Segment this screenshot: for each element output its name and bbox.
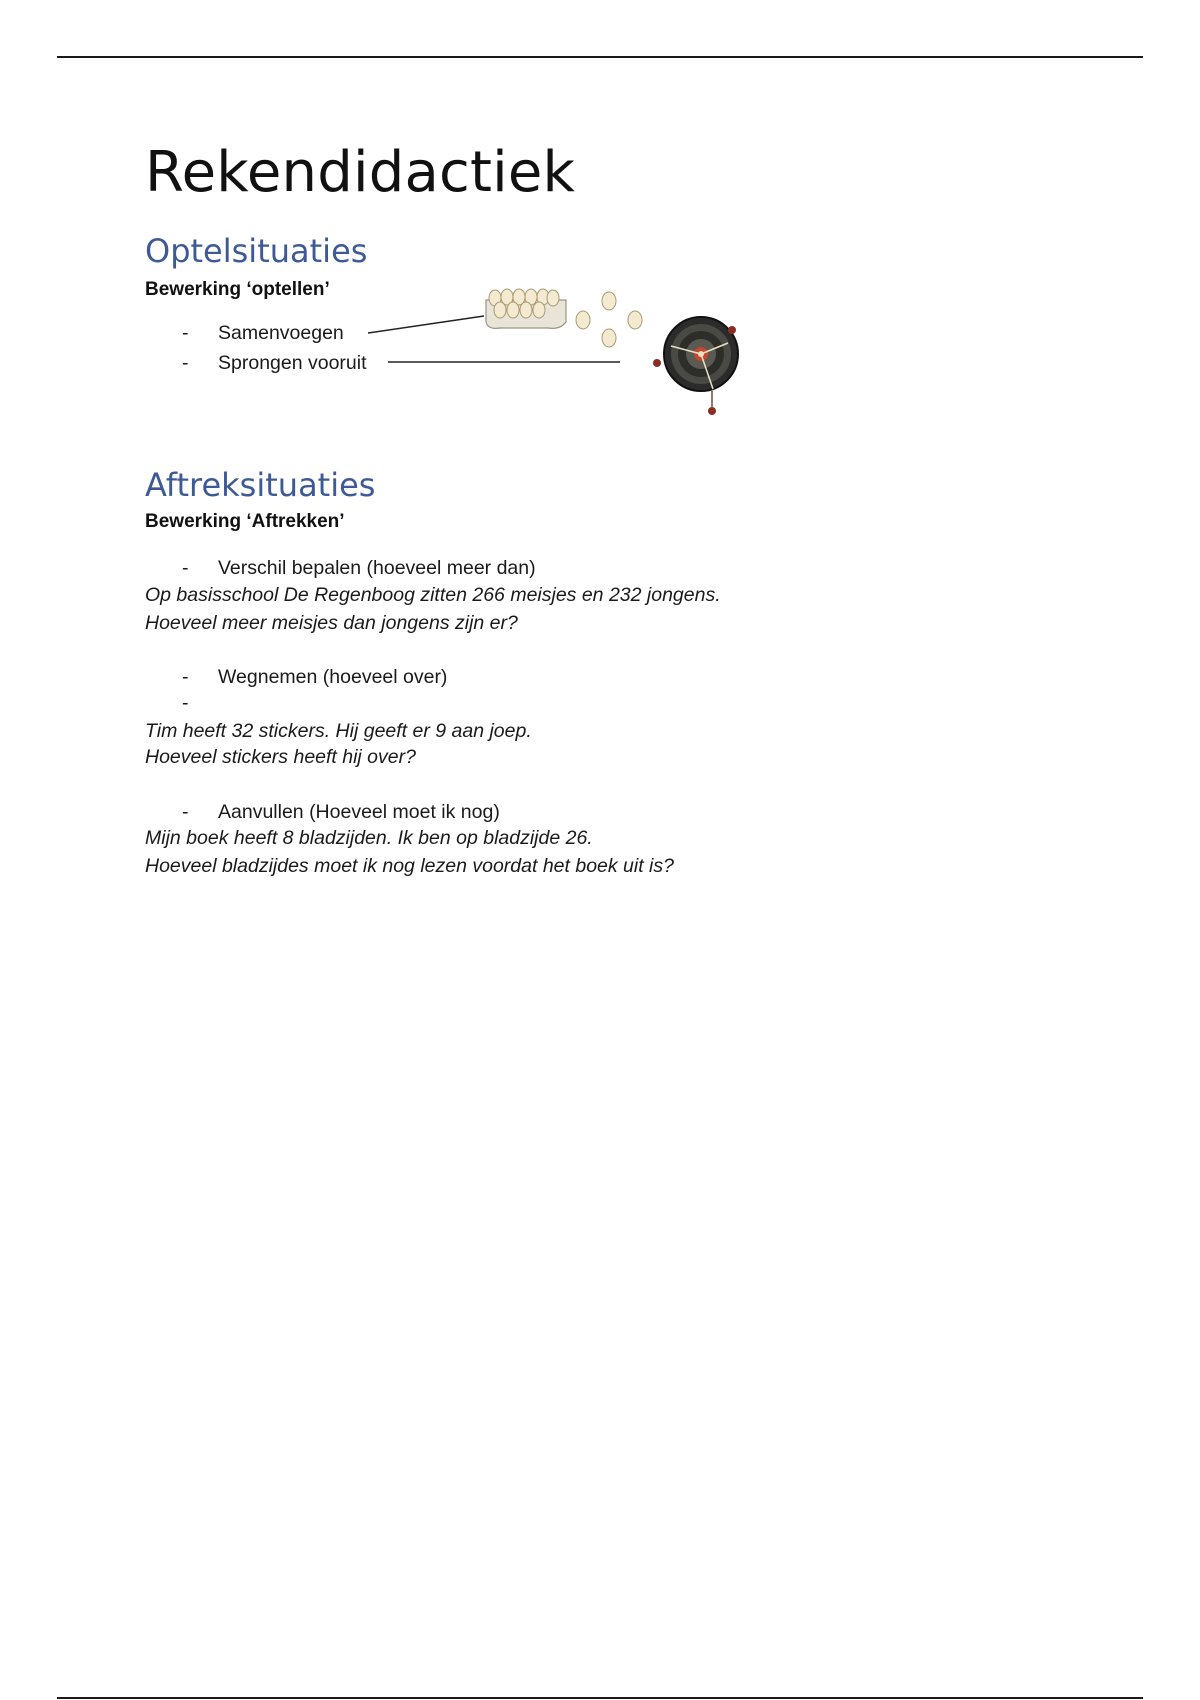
footer-rule: [57, 1697, 1143, 1699]
dartboard-icon: [653, 317, 738, 415]
list-item-label: Aanvullen (Hoeveel moet ik nog): [218, 801, 500, 823]
list-item-verschil-bepalen: [182, 557, 536, 580]
bullet-marker: -: [182, 666, 189, 688]
list-item-label: Verschil bepalen (hoeveel meer dan): [218, 557, 536, 579]
section-heading-aftreksituaties: Aftreksituaties: [145, 466, 376, 504]
list-item-aanvullen: [182, 801, 500, 824]
example-line: Hoeveel bladzijdes moet ik nog lezen voordat het boek uit is?: [145, 855, 674, 877]
example-line: Op basisschool De Regenboog zitten 266 meisjes en 232 jongens.: [145, 584, 721, 606]
egg-carton-icon: [486, 289, 566, 328]
list-item-label: Samenvoegen: [218, 322, 344, 344]
example-line: Hoeveel meer meisjes dan jongens zijn er?: [145, 612, 518, 634]
example-line: Tim heeft 32 stickers. Hij geeft er 9 aan joep.: [145, 720, 532, 742]
list-item-wegnemen: [182, 666, 447, 689]
example-line: Mijn boek heeft 8 bladzijden. Ik ben op bladzijde 26.: [145, 827, 593, 849]
connector-line-samenvoegen: [368, 316, 484, 333]
bullet-marker: -: [182, 557, 189, 579]
empty-bullet-marker: -: [182, 692, 189, 714]
list-item-label: Sprongen vooruit: [218, 352, 367, 374]
list-item-label: Wegnemen (hoeveel over): [218, 666, 448, 688]
bullet-marker: -: [182, 322, 189, 344]
example-line: Hoeveel stickers heeft hij over?: [145, 746, 416, 768]
document-title: Rekendidactiek: [145, 140, 576, 205]
bullet-marker: -: [182, 801, 189, 823]
bullet-marker: -: [182, 352, 189, 374]
section-subheading-optellen: Bewerking ‘optellen’: [145, 279, 330, 300]
section-subheading-aftrekken: Bewerking ‘Aftrekken’: [145, 511, 345, 532]
loose-eggs-icon: [576, 292, 642, 347]
section-heading-optelsituaties: Optelsituaties: [145, 232, 368, 270]
addition-illustration: [0, 0, 1200, 440]
